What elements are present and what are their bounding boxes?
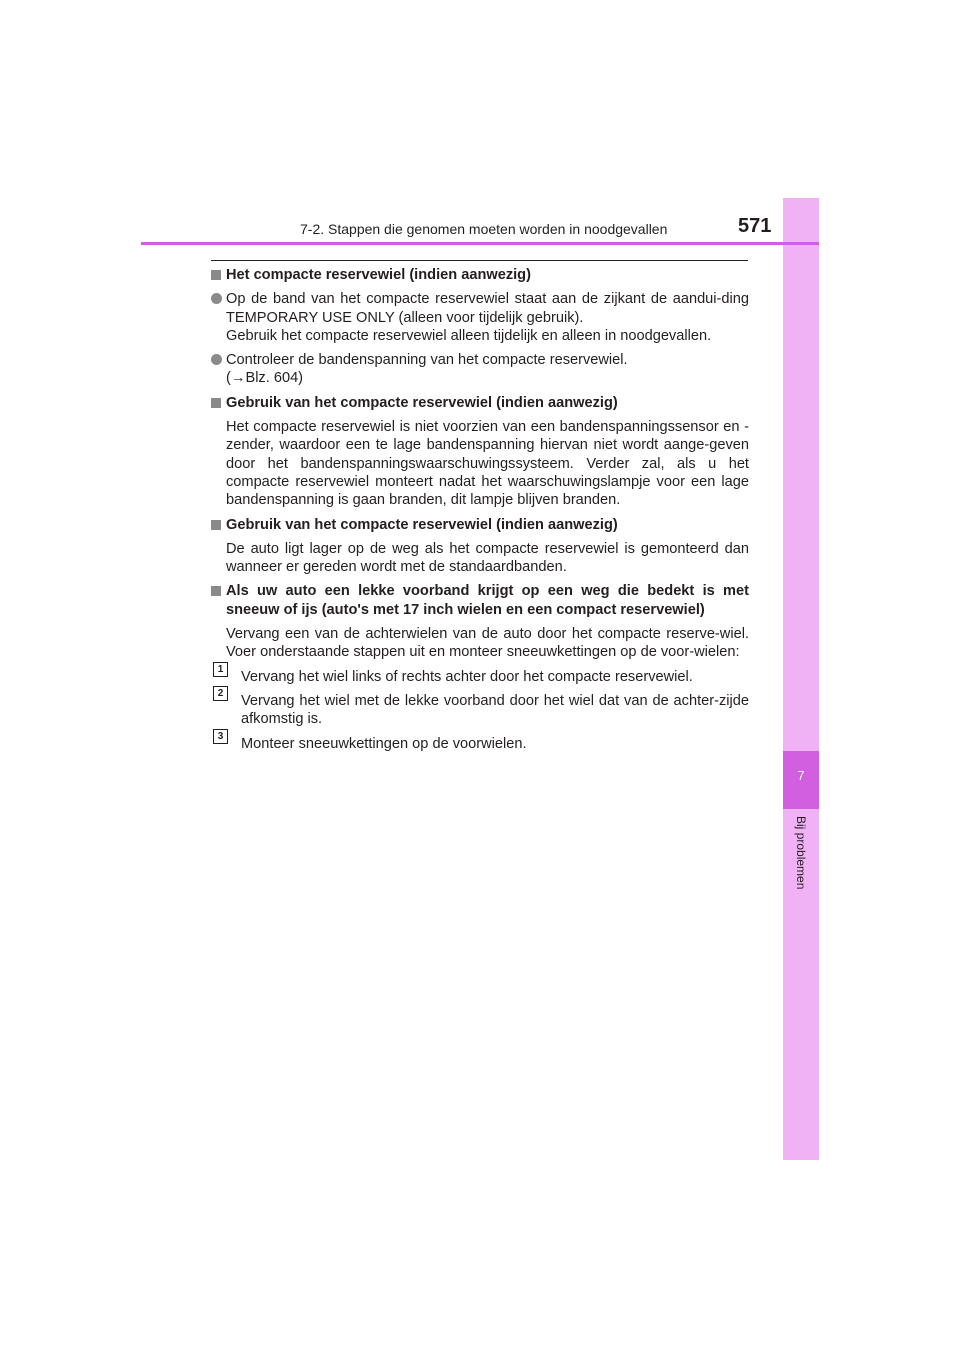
step-number-icon: 3 [213,729,228,744]
square-bullet-icon [211,520,221,530]
section-title: 7-2. Stappen die genomen moeten worden in noodgevallen [300,221,668,237]
section-heading: Het compacte reservewiel (indien aanwezig) [211,266,749,284]
chapter-number: 7 [797,768,805,783]
side-tab [783,198,819,1160]
step-number-icon: 1 [213,662,228,677]
square-bullet-icon [211,586,221,596]
content-rule [211,260,748,261]
square-bullet-icon [211,270,221,280]
section-heading: Als uw auto een lekke voorband krijgt op een weg die bedekt is met sneeuw of ijs (auto's met 17 inch wielen en een compact reservewiel) [211,582,749,619]
section-heading: Gebruik van het compacte reservewiel (indien aanwezig) [211,516,749,534]
step-item: 3 Monteer sneeuwkettingen op de voorwielen. [211,735,749,753]
square-bullet-icon [211,398,221,408]
circle-bullet-icon [211,293,222,304]
paragraph: De auto ligt lager op de weg als het compacte reservewiel is gemonteerd dan wanneer er gereden wordt met de standaardbanden. [226,540,749,576]
paragraph: Vervang een van de achterwielen van de auto door het compacte reserve-wiel. Voer onderstaande stappen uit en monteer sneeuwkettingen op de voor-wielen: [226,626,749,661]
header-rule [141,242,819,245]
step-item: 1 Vervang het wiel links of rechts achter door het compacte reservewiel. [211,668,749,686]
section-heading: Gebruik van het compacte reservewiel (indien aanwezig) [211,394,749,412]
step-item: 2 Vervang het wiel met de lekke voorband door het wiel dat van de achter-zijde afkomstig is. [211,692,749,729]
circle-bullet-icon [211,354,222,365]
bullet-item: Controleer de bandenspanning van het compacte reservewiel. (→Blz. 604) [211,351,749,388]
step-number-icon: 2 [213,686,228,701]
paragraph: Het compacte reservewiel is niet voorzien van een bandenspanningssensor en -zender, waardoor een te lage bandenspanning hiervan niet wordt aange-geven door het bandenspanningswaarschuwingssysteem. Verder zal, als u het compacte reservewiel monteert nadat het waarschuwingslampje voor een lage bandenspanning is gaan branden, dit lampje blijven branden. [226,419,749,509]
page-number: 571 [738,215,772,237]
chapter-title: Bij problemen [794,816,808,890]
bullet-item: Op de band van het compacte reservewiel staat aan de zijkant de aandui-ding TEMPORARY USE ONLY (alleen voor tijdelijk gebruik). Gebruik het compacte reservewiel alleen tijdelijk en alleen in noodgevallen. [211,290,749,345]
page-content [211,266,749,759]
page-reference: (→Blz. 604) [226,370,304,387]
